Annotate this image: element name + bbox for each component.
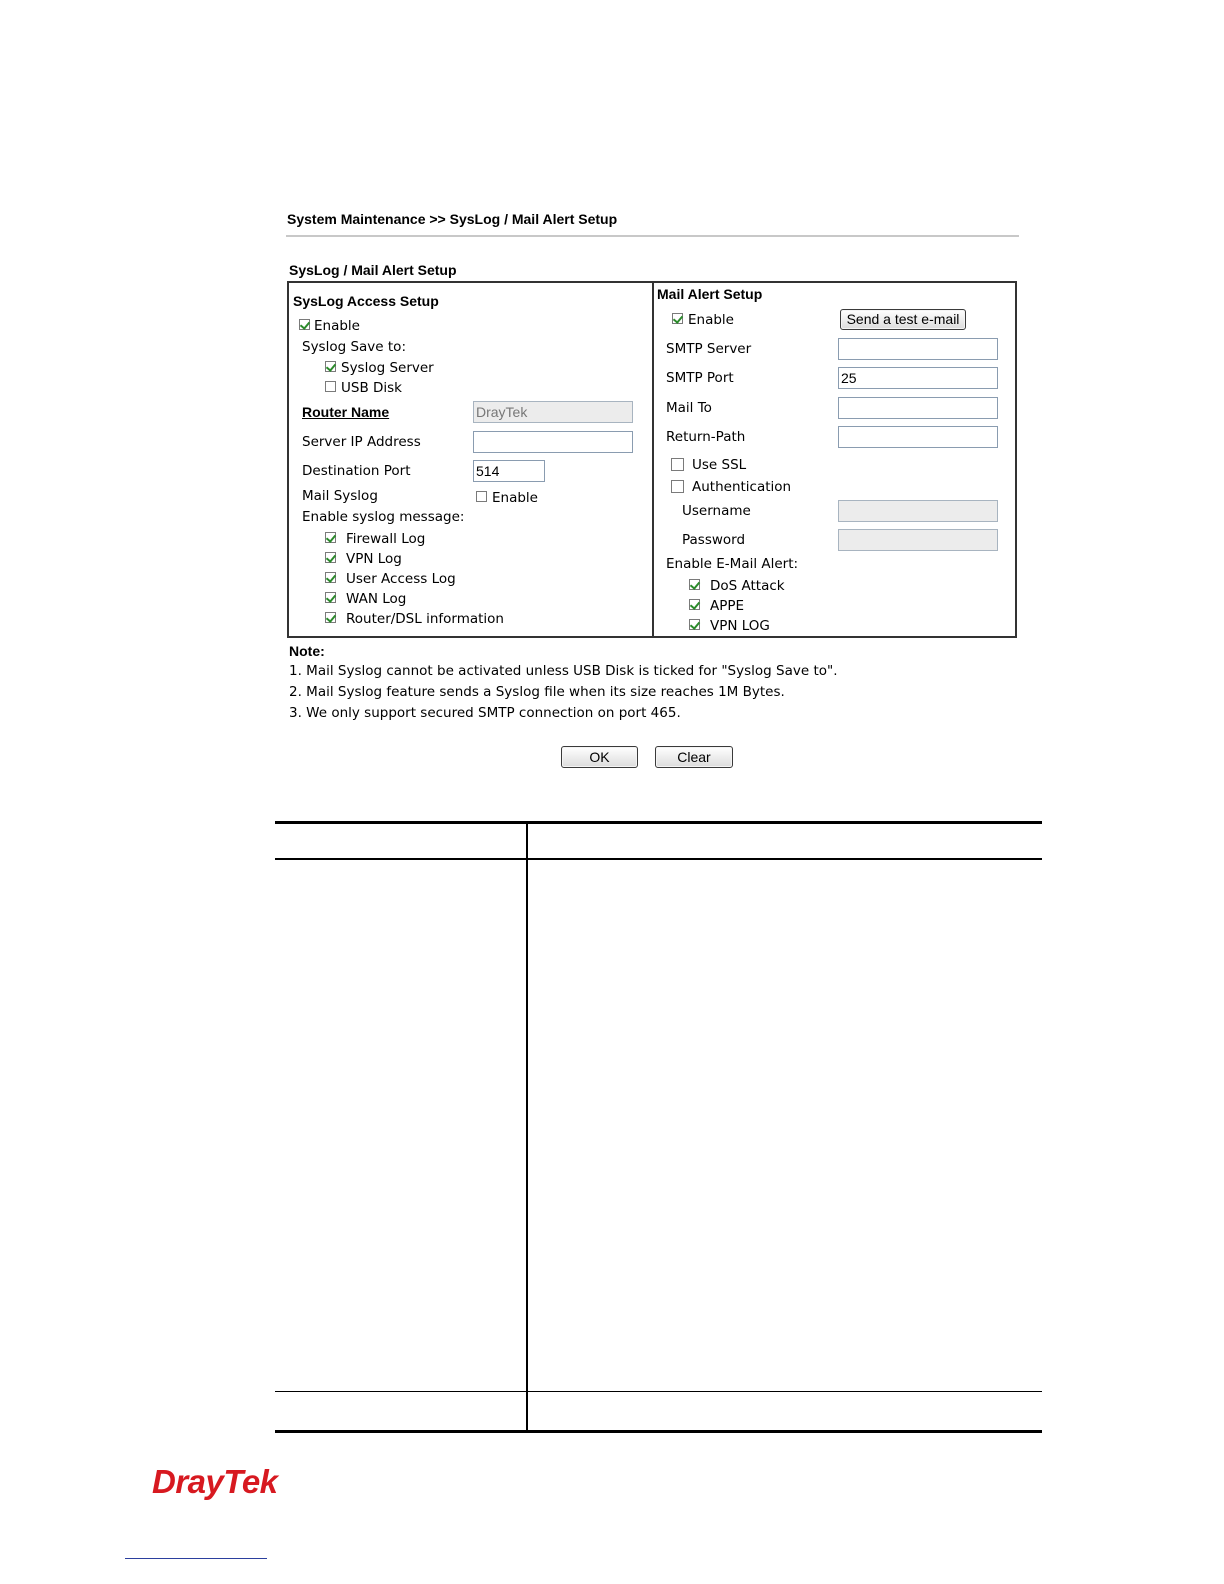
syslog-server-checkbox[interactable] — [325, 361, 336, 372]
router-name-input[interactable]: DrayTek — [473, 401, 633, 423]
router-dsl-info-label: Router/DSL information — [346, 611, 504, 627]
user-access-log-checkbox[interactable] — [325, 572, 336, 583]
enable-email-alert-label: Enable E-Mail Alert: — [666, 556, 799, 572]
user-access-log-label: User Access Log — [346, 571, 456, 587]
draytek-logo: DrayTek — [152, 1463, 278, 1500]
firewall-log-label: Firewall Log — [346, 531, 426, 547]
authentication-checkbox[interactable] — [671, 480, 684, 493]
server-ip-input[interactable] — [473, 431, 633, 453]
breadcrumb: System Maintenance >> SysLog / Mail Alert Setup — [287, 211, 618, 227]
mail-to-input[interactable] — [838, 397, 998, 419]
table-column-divider — [526, 822, 528, 1432]
enable-syslog-message-label: Enable syslog message: — [302, 509, 465, 525]
note-item-3: 3. We only support secured SMTP connection on port 465. — [289, 705, 681, 721]
syslog-enable-label: Enable — [314, 318, 360, 334]
table-top-border — [275, 821, 1042, 824]
note-item-2: 2. Mail Syslog feature sends a Syslog file when its size reaches 1M Bytes. — [289, 684, 785, 700]
mail-syslog-checkbox[interactable] — [476, 491, 487, 502]
vpn-log-label: VPN Log — [346, 551, 402, 567]
password-input[interactable] — [838, 529, 998, 551]
send-test-email-button[interactable]: Send a test e-mail — [840, 309, 966, 330]
wan-log-checkbox[interactable] — [325, 592, 336, 603]
username-input[interactable] — [838, 500, 998, 522]
smtp-server-label: SMTP Server — [666, 341, 752, 357]
mail-syslog-enable-label: Enable — [492, 490, 538, 506]
table-bottom-border — [275, 1430, 1042, 1433]
footer-rule — [125, 1558, 267, 1559]
note-item-1: 1. Mail Syslog cannot be activated unless USB Disk is ticked for "Syslog Save to". — [289, 663, 838, 679]
router-dsl-info-checkbox[interactable] — [325, 612, 336, 623]
usb-disk-checkbox[interactable] — [325, 381, 336, 392]
breadcrumb-divider — [286, 235, 1019, 237]
return-path-label: Return-Path — [666, 429, 746, 445]
authentication-label: Authentication — [692, 479, 792, 495]
clear-button[interactable]: Clear — [655, 746, 733, 768]
section-title: SysLog / Mail Alert Setup — [289, 262, 457, 278]
usb-disk-label: USB Disk — [341, 380, 403, 396]
syslog-enable-checkbox[interactable] — [299, 319, 310, 330]
server-ip-label: Server IP Address — [302, 434, 421, 450]
mail-syslog-label: Mail Syslog — [302, 488, 378, 504]
return-path-input[interactable] — [838, 426, 998, 448]
note-title: Note: — [289, 643, 325, 659]
vpn-log-alert-label: VPN LOG — [710, 618, 770, 634]
syslog-panel-title: SysLog Access Setup — [293, 293, 439, 309]
use-ssl-checkbox[interactable] — [671, 458, 684, 471]
appe-label: APPE — [710, 598, 745, 614]
mail-panel-title: Mail Alert Setup — [657, 286, 763, 302]
appe-checkbox[interactable] — [689, 599, 700, 610]
syslog-save-to-label: Syslog Save to: — [302, 339, 406, 355]
vpn-log-alert-checkbox[interactable] — [689, 619, 700, 630]
destination-port-input[interactable]: 514 — [473, 460, 545, 482]
dos-attack-checkbox[interactable] — [689, 579, 700, 590]
firewall-log-checkbox[interactable] — [325, 532, 336, 543]
dos-attack-label: DoS Attack — [710, 578, 785, 594]
smtp-server-input[interactable] — [838, 338, 998, 360]
password-label: Password — [682, 532, 746, 548]
syslog-server-label: Syslog Server — [341, 360, 434, 376]
frame-divider — [652, 281, 654, 638]
smtp-port-label: SMTP Port — [666, 370, 734, 386]
mail-to-label: Mail To — [666, 400, 712, 416]
username-label: Username — [682, 503, 751, 519]
vpn-log-checkbox[interactable] — [325, 552, 336, 563]
router-name-link[interactable]: Router Name — [302, 404, 390, 420]
mail-enable-label: Enable — [688, 312, 734, 328]
ok-button[interactable]: OK — [561, 746, 638, 768]
table-header-border — [275, 858, 1042, 860]
wan-log-label: WAN Log — [346, 591, 407, 607]
destination-port-label: Destination Port — [302, 463, 411, 479]
table-row-border — [275, 1391, 1042, 1392]
use-ssl-label: Use SSL — [692, 457, 747, 473]
mail-enable-checkbox[interactable] — [672, 313, 683, 324]
smtp-port-input[interactable]: 25 — [838, 367, 998, 389]
